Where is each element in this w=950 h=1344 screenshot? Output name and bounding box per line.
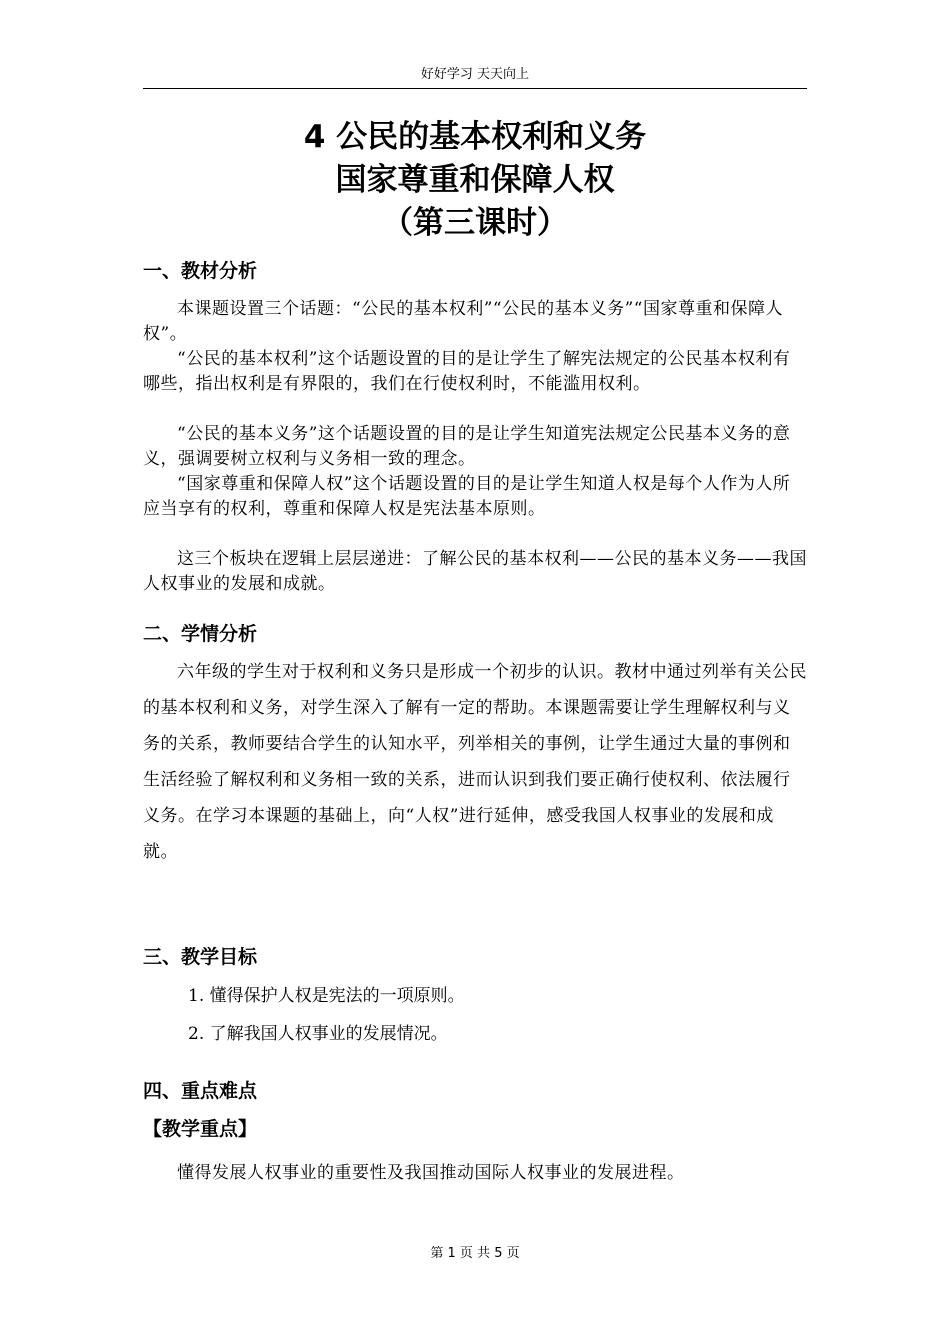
paragraph: “公民的基本权利”这个话题设置的目的是让学生了解宪法规定的公民基本权利有哪些，指出权利是有界限的，我们在行使权利时，不能滥用权利。 — [143, 349, 791, 394]
document-title-line-3: （第三课时） — [382, 205, 568, 241]
document-title-line-2: 国家尊重和保障人权 — [335, 162, 615, 198]
paragraph: “国家尊重和保障人权”这个话题设置的目的是让学生知道人权是每个人作为人所应当享有的权利，尊重和保障人权是宪法基本原则。 — [143, 474, 791, 519]
paragraph: 这三个板块在逻辑上层层递进：了解公民的基本权利——公民的基本义务——我国人权事业的发展和成就。 — [143, 549, 807, 594]
document-title-line-1: 4 公民的基本权利和义务 — [303, 119, 647, 155]
paragraph: “公民的基本义务”这个话题设置的目的是让学生知道宪法规定公民基本义务的意义，强调要树立权利与义务相一致的理念。 — [143, 424, 791, 469]
section-heading-textbook-analysis: 一、教材分析 — [143, 260, 258, 282]
paragraph: 懂得发展人权事业的重要性及我国推动国际人权事业的发展进程。 — [177, 1163, 685, 1183]
list-item: 2. 了解我国人权事业的发展情况。 — [188, 1024, 448, 1044]
page-footer: 第 1 页 共 5 页 — [430, 1246, 520, 1261]
section-heading-teaching-goals: 三、教学目标 — [143, 946, 258, 968]
section-heading-key-points: 四、重点难点 — [143, 1080, 258, 1102]
page-header: 好好学习 天天向上 — [143, 62, 807, 89]
list-item: 1. 懂得保护人权是宪法的一项原则。 — [188, 986, 465, 1006]
paragraph: 本课题设置三个话题：“公民的基本权利”“公民的基本义务”“国家尊重和保障人权”。 — [143, 299, 783, 344]
sub-heading-teaching-focus: 【教学重点】 — [143, 1118, 258, 1140]
paragraph: 六年级的学生对于权利和义务只是形成一个初步的认识。教材中通过列举有关公民的基本权利和义务，对学生深入了解有一定的帮助。本课题需要让学生理解权利与义务的关系，教师要结合学生的认知水平，列举相关的事例，让学生通过大量的事例和生活经验了解权利和义务相一致的关系，进而认识到我们要正确行使权利、依法履行义务。在学习本课题的基础上，向“人权”进行延伸，感受我国人权事业的发展和成就。 — [143, 662, 807, 862]
section-heading-student-analysis: 二、学情分析 — [143, 623, 258, 645]
